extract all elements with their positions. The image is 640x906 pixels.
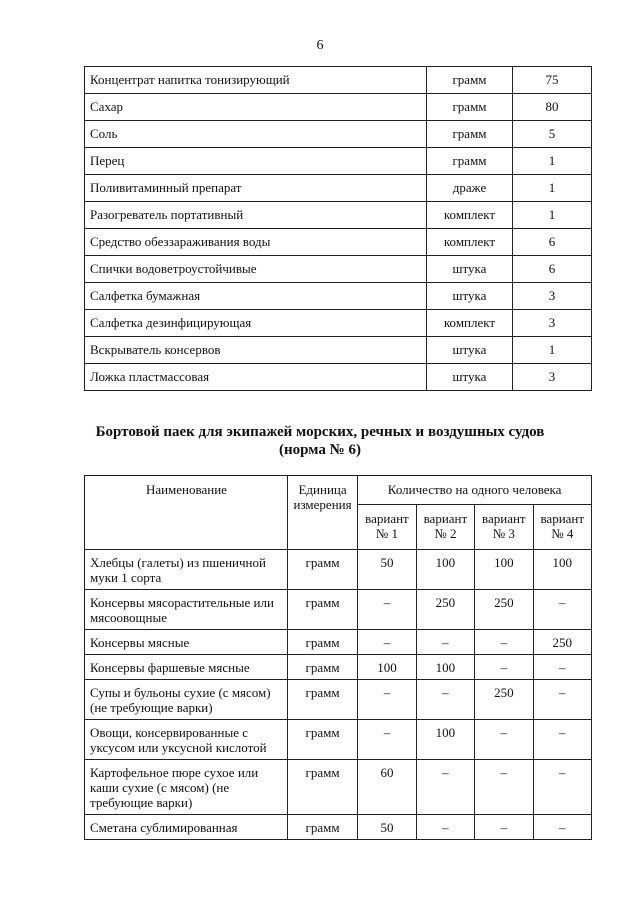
product-unit: грамм [287, 590, 357, 630]
variant-1-quantity: – [358, 590, 416, 630]
item-name: Соль [85, 121, 427, 148]
table-row [85, 655, 592, 680]
table-row [85, 590, 592, 630]
variant-1-quantity: 50 [358, 815, 416, 840]
item-quantity: 5 [513, 121, 592, 148]
header-variant-3: вариант № 3 [475, 505, 533, 550]
product-name: Супы и бульоны сухие (с мясом) (не требующие варки) [85, 680, 288, 720]
item-name: Перец [85, 148, 427, 175]
table-row [85, 256, 592, 283]
product-name: Консервы мясные [85, 630, 288, 655]
item-unit: грамм [427, 148, 513, 175]
item-quantity: 3 [513, 310, 592, 337]
variant-2-quantity: 100 [416, 550, 474, 590]
table-row [85, 121, 592, 148]
header-variant-1: вариант № 1 [358, 505, 416, 550]
table-row [85, 94, 592, 121]
variant-4-quantity: – [533, 720, 591, 760]
variant-4-quantity: – [533, 655, 591, 680]
product-unit: грамм [287, 760, 357, 815]
header-variant-4: вариант № 4 [533, 505, 591, 550]
variant-1-quantity: 100 [358, 655, 416, 680]
item-quantity: 6 [513, 229, 592, 256]
product-unit: грамм [287, 550, 357, 590]
variant-2-quantity: – [416, 760, 474, 815]
table-row [85, 550, 592, 590]
item-name: Салфетка бумажная [85, 283, 427, 310]
table-row [85, 67, 592, 94]
page-number: 6 [316, 38, 324, 53]
variant-2-quantity: – [416, 815, 474, 840]
item-quantity: 6 [513, 256, 592, 283]
variant-4-quantity: – [533, 760, 591, 815]
section-title [0, 423, 640, 459]
variant-4-quantity: – [533, 680, 591, 720]
item-quantity: 1 [513, 337, 592, 364]
item-unit: комплект [427, 229, 513, 256]
table-row [85, 337, 592, 364]
product-name: Овощи, консервированные с уксусом или уксусной кислотой [85, 720, 288, 760]
table-row [85, 760, 592, 815]
item-name: Сахар [85, 94, 427, 121]
variant-2-quantity: – [416, 630, 474, 655]
item-name: Вскрыватель консервов [85, 337, 427, 364]
variant-3-quantity: 250 [475, 680, 533, 720]
product-name: Сметана сублимированная [85, 815, 288, 840]
item-unit: драже [427, 175, 513, 202]
variant-1-quantity: 60 [358, 760, 416, 815]
item-unit: штука [427, 364, 513, 391]
item-unit: комплект [427, 202, 513, 229]
variant-1-quantity: 50 [358, 550, 416, 590]
product-unit: грамм [287, 720, 357, 760]
item-name: Разогреватель портативный [85, 202, 427, 229]
variant-4-quantity: 100 [533, 550, 591, 590]
variant-3-quantity: – [475, 815, 533, 840]
item-name: Салфетка дезинфицирующая [85, 310, 427, 337]
variant-4-quantity: 250 [533, 630, 591, 655]
variant-3-quantity: – [475, 760, 533, 815]
item-unit: комплект [427, 310, 513, 337]
table-row [85, 148, 592, 175]
section-title-line1: Бортовой паек для экипажей морских, речных и воздушных судов [95, 424, 545, 440]
variant-2-quantity: – [416, 680, 474, 720]
product-unit: грамм [287, 655, 357, 680]
table-header-row [85, 476, 592, 505]
header-unit: Единица измерения [287, 476, 357, 550]
item-name: Поливитаминный препарат [85, 175, 427, 202]
product-unit: грамм [287, 815, 357, 840]
table-row [85, 175, 592, 202]
header-quantity: Количество на одного человека [358, 476, 592, 505]
variant-2-quantity: 250 [416, 590, 474, 630]
variant-4-quantity: – [533, 815, 591, 840]
product-name: Консервы мясорастительные или мясоовощные [85, 590, 288, 630]
item-quantity: 3 [513, 364, 592, 391]
variant-3-quantity: 100 [475, 550, 533, 590]
variant-3-quantity: – [475, 720, 533, 760]
item-unit: грамм [427, 121, 513, 148]
header-name: Наименование [85, 476, 288, 550]
item-unit: штука [427, 256, 513, 283]
variant-1-quantity: – [358, 630, 416, 655]
table-row [85, 680, 592, 720]
product-unit: грамм [287, 630, 357, 655]
table-row [85, 202, 592, 229]
item-quantity: 75 [513, 67, 592, 94]
variant-2-quantity: 100 [416, 720, 474, 760]
items-table-continued [84, 66, 592, 391]
variant-4-quantity: – [533, 590, 591, 630]
item-unit: грамм [427, 67, 513, 94]
product-name: Консервы фаршевые мясные [85, 655, 288, 680]
item-unit: штука [427, 283, 513, 310]
item-unit: грамм [427, 94, 513, 121]
variant-1-quantity: – [358, 680, 416, 720]
table-row [85, 815, 592, 840]
table-row [85, 364, 592, 391]
item-name: Концентрат напитка тонизирующий [85, 67, 427, 94]
product-name: Хлебцы (галеты) из пшеничной муки 1 сорта [85, 550, 288, 590]
section-title-line2: (норма № 6) [279, 442, 361, 458]
item-name: Спички водоветроустойчивые [85, 256, 427, 283]
item-quantity: 80 [513, 94, 592, 121]
item-quantity: 3 [513, 283, 592, 310]
item-quantity: 1 [513, 148, 592, 175]
variant-3-quantity: – [475, 655, 533, 680]
item-name: Средство обеззараживания воды [85, 229, 427, 256]
item-name: Ложка пластмассовая [85, 364, 427, 391]
header-variant-2: вариант № 2 [416, 505, 474, 550]
item-unit: штука [427, 337, 513, 364]
product-name: Картофельное пюре сухое или каши сухие (с мясом) (не требующие варки) [85, 760, 288, 815]
table-row [85, 720, 592, 760]
item-quantity: 1 [513, 202, 592, 229]
variant-2-quantity: 100 [416, 655, 474, 680]
item-quantity: 1 [513, 175, 592, 202]
ration-norm-table [84, 475, 592, 840]
variant-3-quantity: 250 [475, 590, 533, 630]
table-row [85, 283, 592, 310]
variant-3-quantity: – [475, 630, 533, 655]
variant-1-quantity: – [358, 720, 416, 760]
product-unit: грамм [287, 680, 357, 720]
table-row [85, 310, 592, 337]
table-row [85, 630, 592, 655]
table-row [85, 229, 592, 256]
